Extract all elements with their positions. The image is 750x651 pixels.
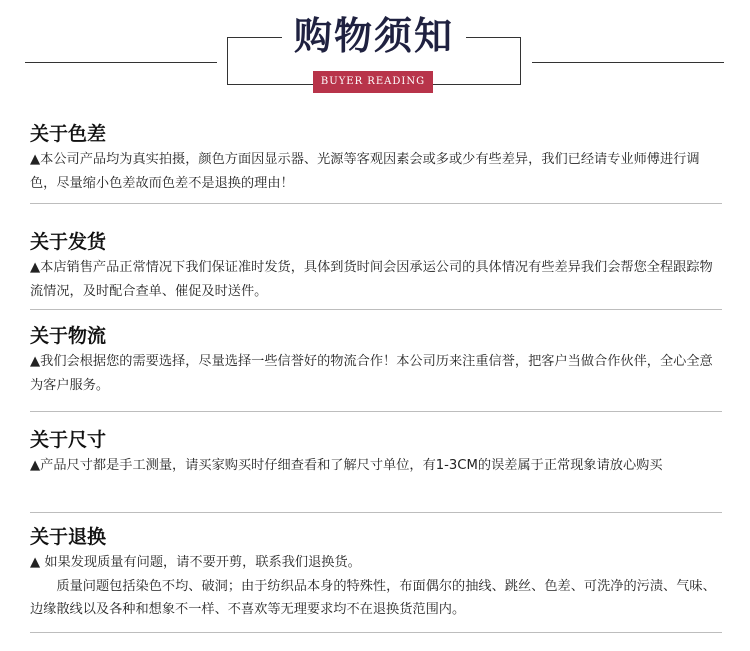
subtitle-badge: BUYER READING (313, 71, 433, 93)
section-body (30, 148, 722, 195)
section-divider (30, 632, 722, 633)
section-divider (30, 309, 722, 310)
section-size (30, 428, 722, 478)
section-text: ▲本公司产品均为真实拍摄，颜色方面因显示器、光源等客观因素会或多或少有些差异，我们已经请专业师傅进行调色，尽量缩小色差故而色差不是退换的理由！ (30, 152, 700, 191)
header-rule-left (25, 62, 217, 63)
section-body (30, 256, 722, 303)
section-body (30, 454, 722, 478)
section-body (30, 350, 722, 397)
page-title: 购物须知 (293, 14, 454, 58)
section-title: 关于尺寸 (30, 429, 107, 451)
section-text: ▲ 如果发现质量有问题，请不要开剪，联系我们退换货。 (30, 555, 361, 570)
section-text: 质量问题包括染色不均、破洞；由于纺织品本身的特殊性，布面偶尔的抽线、跳丝、色差、可洗净的污渍、气味、边缘散线以及各种和想象不一样、不喜欢等无理要求均不在退换货范围内。 (30, 578, 716, 617)
section-title: 关于发货 (30, 231, 107, 253)
header-rule-right (532, 62, 724, 63)
section-returns (30, 525, 722, 622)
section-divider (30, 411, 722, 412)
section-shipping (30, 230, 722, 303)
title-frame-top-left (227, 37, 282, 38)
section-divider (30, 512, 722, 513)
section-body (30, 551, 722, 622)
section-title: 关于退换 (30, 526, 107, 548)
section-title: 关于物流 (30, 325, 107, 347)
section-title: 关于色差 (30, 123, 107, 145)
section-divider (30, 203, 722, 204)
section-text: ▲产品尺寸都是手工测量，请买家购买时仔细查看和了解尺寸单位，有1-3CM的误差属于正常现象请放心购买 (30, 458, 663, 473)
section-text: ▲本店销售产品正常情况下我们保证准时发货，具体到货时间会因承运公司的具体情况有些差异我们会帮您全程跟踪物流情况，及时配合查单、催促及时送件。 (30, 260, 713, 299)
section-logistics (30, 324, 722, 397)
title-frame-top-right (466, 37, 521, 38)
section-text: ▲我们会根据您的需要选择，尽量选择一些信誉好的物流合作！本公司历来注重信誉，把客户当做合作伙伴，全心全意为客户服务。 (30, 354, 713, 393)
section-color-difference (30, 122, 722, 195)
